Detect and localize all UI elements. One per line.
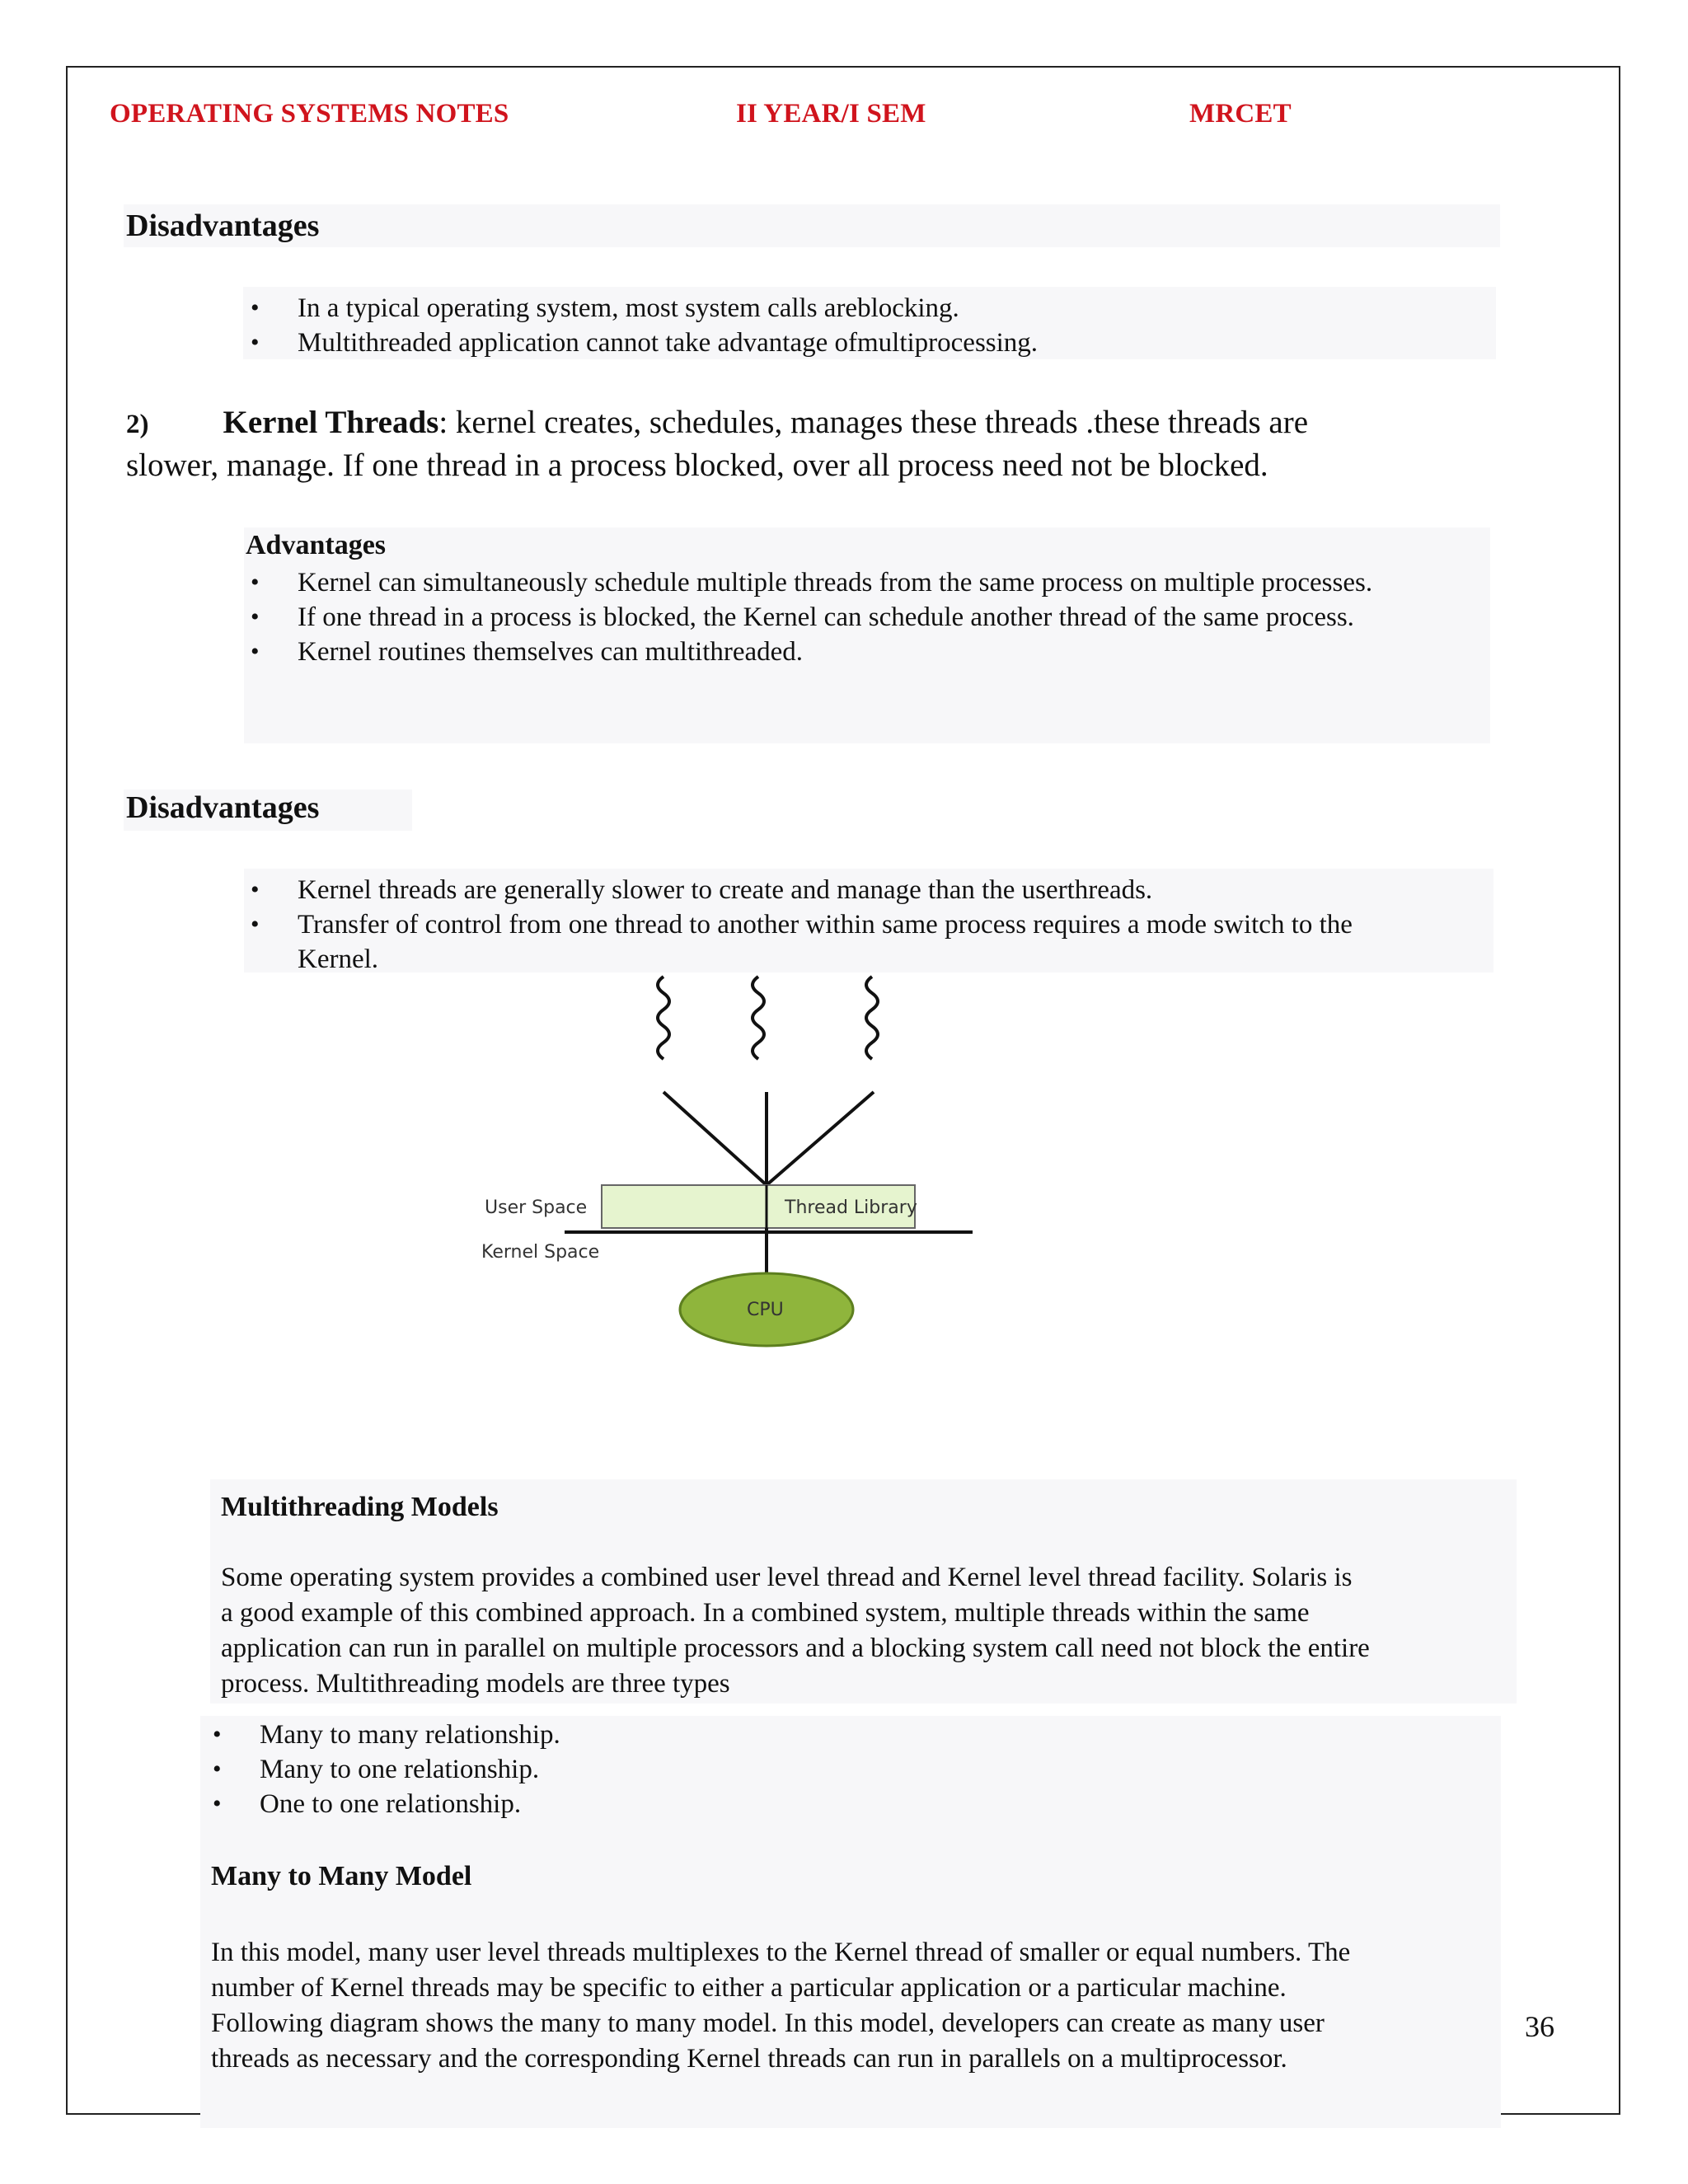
kernel-threads-diagram [462, 968, 989, 1364]
kernel-threads-text-1: : kernel creates, schedules, manages these threads .these threads are [438, 405, 1309, 440]
list-item: • Kernel threads are generally slower to create and manage than the userthreads. [251, 875, 1153, 905]
kernel-threads-intro [126, 401, 1527, 447]
list-item: • Kernel routines themselves can multithreaded. [251, 637, 804, 667]
advantages-title: Advantages [246, 530, 387, 560]
list-item: • One to one relationship. [213, 1789, 522, 1819]
header-year-sem: II YEAR/I SEM [736, 99, 926, 129]
kernel-space-label: Kernel Space [481, 1242, 600, 1263]
list-item: • If one thread in a process is blocked, the Kernel can schedule another thread of the same process. [251, 602, 1354, 632]
section-title-disadvantages-2: Disadvantages [126, 790, 320, 825]
kernel-threads-text-2: slower, manage. If one thread in a process blocked, over all process need not be blocked. [126, 448, 1268, 483]
list-item: • Transfer of control from one thread to another within same process requires a mode switch to the Kernel. [251, 910, 1353, 974]
user-space-label: User Space [485, 1197, 588, 1218]
paragraph-line: a good example of this combined approach. In a combined system, multiple threads within the same [221, 1598, 1310, 1628]
many-to-many-title: Many to Many Model [211, 1861, 472, 1891]
section-title-disadvantages-1: Disadvantages [126, 209, 320, 243]
list-item: • Multithreaded application cannot take advantage ofmultiprocessing. [251, 328, 1039, 358]
paragraph-line: process. Multithreading models are three types [221, 1669, 730, 1699]
header-institution: MRCET [1189, 99, 1292, 129]
many-to-many-paragraph [211, 1935, 1513, 2077]
list-item: • Many to one relationship. [213, 1755, 540, 1784]
disadvantages-1-list [251, 291, 1493, 360]
thread-squiggle-icon [658, 977, 669, 1059]
multithreading-models-list [213, 1718, 1414, 1821]
paragraph-line: threads as necessary and the corresponding Kernel threads can run in parallels on a multiprocessor. [211, 2044, 1287, 2074]
cpu-label: CPU [747, 1300, 784, 1320]
paragraph-line: Following diagram shows the many to many model. In this model, developers can create as many user [211, 2008, 1325, 2038]
multithreading-models-title: Multithreading Models [221, 1492, 499, 1522]
paragraph-line: number of Kernel threads may be specific to either a particular application or a particular machine. [211, 1973, 1287, 2003]
thread-squiggle-icon [866, 977, 878, 1059]
page-number: 36 [1525, 2010, 1554, 2043]
advantages-list [251, 565, 1493, 669]
kernel-threads-heading: Kernel Threads [223, 405, 439, 440]
multithreading-paragraph [221, 1560, 1523, 1702]
item-number: 2) [126, 410, 149, 439]
list-item: • Many to many relationship. [213, 1720, 560, 1750]
list-item: • Kernel can simultaneously schedule multiple threads from the same process on multiple processes. [251, 568, 1373, 598]
disadvantages-2-list [251, 873, 1435, 977]
list-item: • In a typical operating system, most system calls areblocking. [251, 293, 959, 323]
header-course-title: OPERATING SYSTEMS NOTES [110, 99, 509, 129]
paragraph-line: Some operating system provides a combined user level thread and Kernel level thread facility. Solaris is [221, 1563, 1353, 1592]
paragraph-line: In this model, many user level threads multiplexes to the Kernel thread of smaller or equal numbers. The [211, 1938, 1351, 1967]
thread-squiggle-icon [753, 977, 764, 1059]
paragraph-line: application can run in parallel on multiple processors and a blocking system call need not block the entire [221, 1633, 1370, 1663]
thread-library-label: Thread Library [785, 1197, 917, 1218]
shade-band [124, 204, 1500, 247]
